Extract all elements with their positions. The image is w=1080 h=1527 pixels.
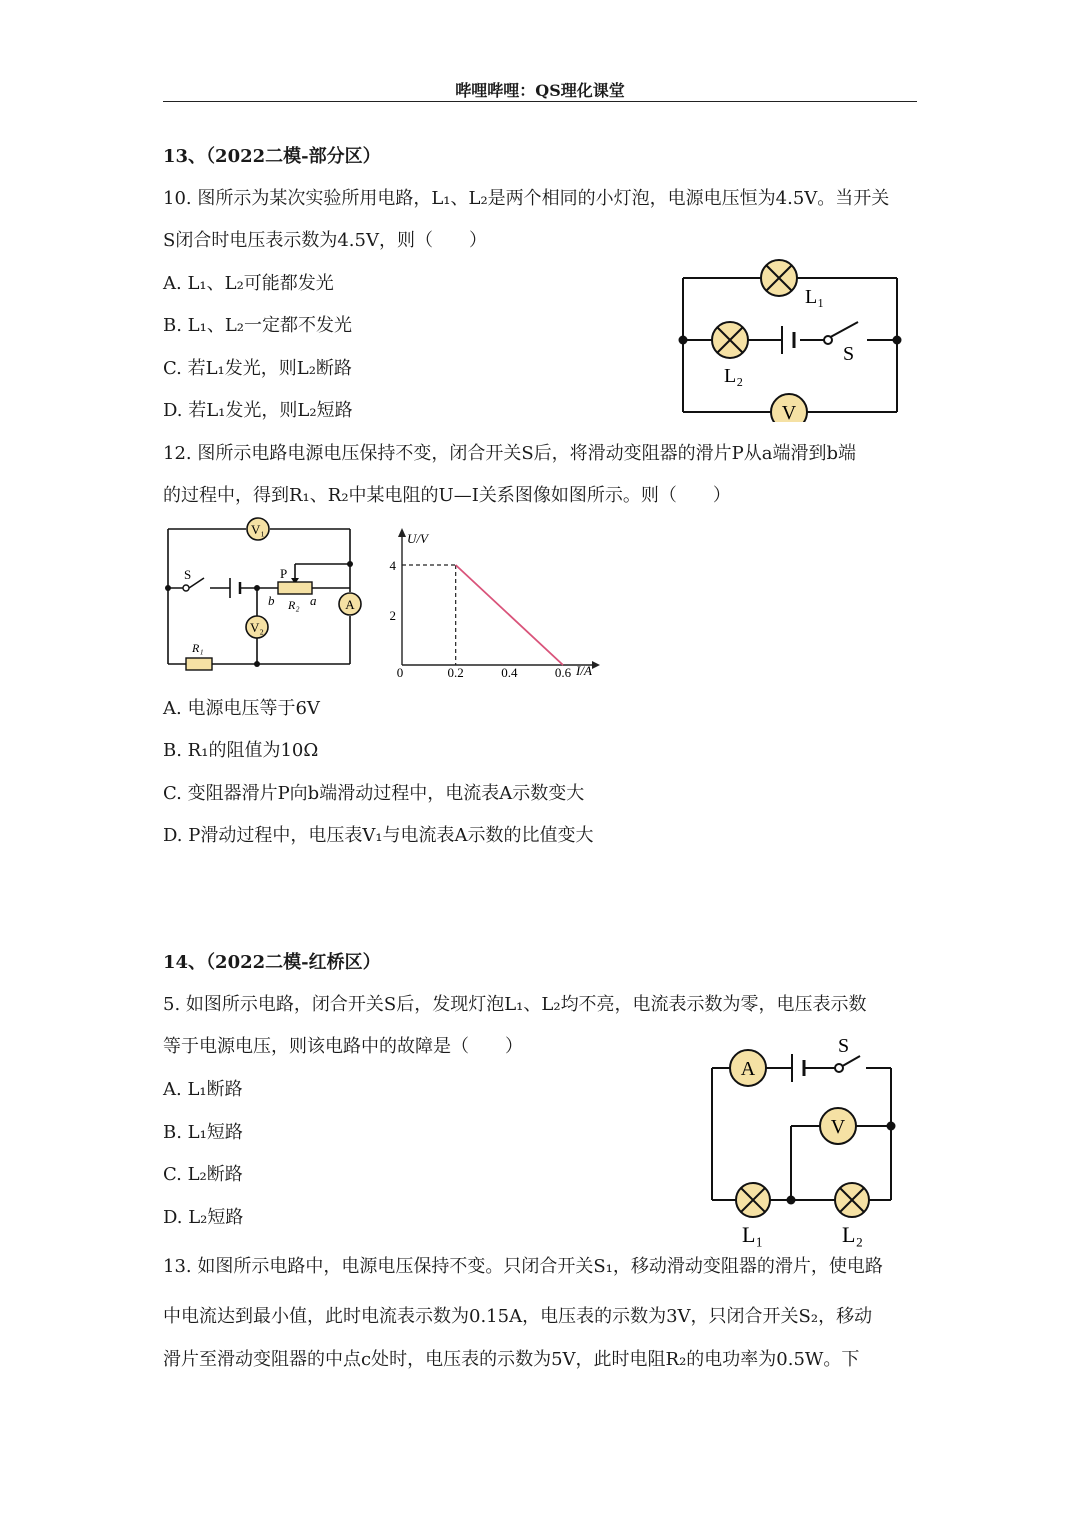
v1-label: V₁ xyxy=(251,522,265,537)
q12-option-d: D. P滑动过程中，电压表V₁与电流表A示数的比值变大 xyxy=(163,825,594,846)
ammeter-label: A xyxy=(345,597,355,612)
q5-option-d: D. L₂短路 xyxy=(163,1207,244,1228)
junction-dot xyxy=(165,585,171,591)
battery-symbol xyxy=(230,578,240,598)
q12-option-a: A. 电源电压等于6V xyxy=(163,698,320,719)
switch-s-label: S xyxy=(184,567,192,582)
q12-text-line1: 12. 图所示电路电源电压保持不变，闭合开关S后，将滑动变阻器的滑片P从a端滑到b端 xyxy=(163,443,857,464)
end-a-label: a xyxy=(310,593,317,608)
origin-label: 0 xyxy=(396,665,404,680)
rheostat-r2 xyxy=(278,582,312,594)
q5-option-b: B. L₁短路 xyxy=(163,1122,243,1143)
junction-dot xyxy=(787,1196,796,1205)
junction-dot xyxy=(679,336,688,345)
q5-text-line2: 等于电源电压，则该电路中的故障是（ ） xyxy=(163,1036,523,1057)
lamp-l2-label: L₂ xyxy=(842,1222,864,1247)
x-tick-label: 0.6 xyxy=(554,665,572,680)
junction-dot xyxy=(893,336,902,345)
battery-symbol xyxy=(792,1054,804,1082)
q13-text-line1: 13. 如图所示电路中，电源电压保持不变。只闭合开关S₁，移动滑动变阻器的滑片，使电路 xyxy=(163,1256,883,1277)
lamp-l1-label: L₁ xyxy=(742,1222,764,1247)
ammeter-a xyxy=(339,593,361,615)
q10-option-c: C. 若L₁发光，则L₂断路 xyxy=(163,358,352,379)
page-header-title: 哔哩哔哩：QS理化课堂 xyxy=(455,81,625,100)
lamp-l1 xyxy=(736,1183,770,1217)
junction-dot xyxy=(254,661,260,667)
x-tick-label: 0.4 xyxy=(501,665,518,680)
header-divider xyxy=(163,101,917,102)
slider-p-label: P xyxy=(280,566,288,581)
lamp-l2 xyxy=(712,322,748,358)
q12-option-b: B. R₁的阻值为10Ω xyxy=(163,740,319,761)
q5-option-a: A. L₁断路 xyxy=(163,1079,243,1100)
junction-dot xyxy=(887,1122,896,1131)
ammeter-label: A xyxy=(740,1058,756,1080)
lamp-l1-label: L₁ xyxy=(805,286,825,308)
switch-s-label: S xyxy=(838,1035,850,1057)
q10-option-b: B. L₁、L₂一定都不发光 xyxy=(163,315,353,336)
switch-s-label: S xyxy=(843,343,855,365)
series-line-u-i xyxy=(456,565,563,665)
lamp-l2 xyxy=(835,1183,869,1217)
voltmeter xyxy=(771,394,807,422)
r1-label: R₁ xyxy=(192,641,204,655)
q12-ui-graph xyxy=(380,525,602,685)
lamp-l1 xyxy=(761,260,797,296)
q10-option-d: D. 若L₁发光，则L₂短路 xyxy=(163,400,353,421)
q5-circuit-diagram xyxy=(700,1030,910,1255)
x-axis-arrow xyxy=(592,661,600,669)
x-tick-label: 0.2 xyxy=(447,665,464,680)
voltmeter-v2 xyxy=(246,616,268,638)
q12-option-c: C. 变阻器滑片P向b端滑动过程中，电流表A示数变大 xyxy=(163,783,585,804)
section-13-title: 13、（2022二模-部分区） xyxy=(163,146,381,167)
v2-label: V₂ xyxy=(250,620,264,635)
r2-label: R₂ xyxy=(288,598,300,612)
junction-dot xyxy=(347,561,353,567)
q5-text-line1: 5. 如图所示电路，闭合开关S后，发现灯泡L₁、L₂均不亮，电流表示数为零，电压表示数 xyxy=(163,994,867,1015)
ammeter xyxy=(730,1050,766,1086)
y-tick-label: 2 xyxy=(389,608,396,623)
voltmeter-v1 xyxy=(247,518,269,540)
q10-text-line1: 10. 图所示为某次实验所用电路，L₁、L₂是两个相同的小灯泡，电源电压恒为4.5V。当开关 xyxy=(163,188,890,209)
switch-s-contact xyxy=(183,585,189,591)
end-b-label: b xyxy=(268,593,275,608)
battery-symbol xyxy=(782,326,794,354)
lamp-l2-label: L₂ xyxy=(724,365,744,387)
q5-option-c: C. L₂断路 xyxy=(163,1164,243,1185)
q13-text-line2: 中电流达到最小值，此时电流表示数为0.15A，电压表的示数为3V，只闭合开关S₂，移动 xyxy=(163,1306,873,1327)
switch-s-contact xyxy=(835,1064,843,1072)
voltmeter-label: V xyxy=(830,1116,846,1138)
q10-text-line2: S闭合时电压表示数为4.5V，则（ ） xyxy=(163,230,487,251)
q12-circuit-diagram xyxy=(160,512,365,672)
y-axis-arrow xyxy=(398,528,406,537)
voltmeter xyxy=(820,1108,856,1144)
section-14-title: 14、（2022二模-红桥区） xyxy=(163,952,381,973)
x-axis-label: I/A xyxy=(576,663,592,678)
q12-text-line2: 的过程中，得到R₁、R₂中某电阻的U—I关系图像如图所示。则（ ） xyxy=(163,485,731,506)
q13-text-line3: 滑片至滑动变阻器的中点c处时，电压表的示数为5V，此时电阻R₂的电功率为0.5W。下 xyxy=(163,1349,860,1370)
switch-s xyxy=(824,336,832,344)
resistor-r1 xyxy=(186,658,212,670)
y-tick-label: 4 xyxy=(389,558,396,573)
q10-circuit-diagram xyxy=(670,250,910,422)
q10-option-a: A. L₁、L₂可能都发光 xyxy=(163,273,334,294)
y-axis-label: U/V xyxy=(407,531,428,546)
junction-dot xyxy=(254,585,260,591)
voltmeter-label: V xyxy=(781,402,797,422)
